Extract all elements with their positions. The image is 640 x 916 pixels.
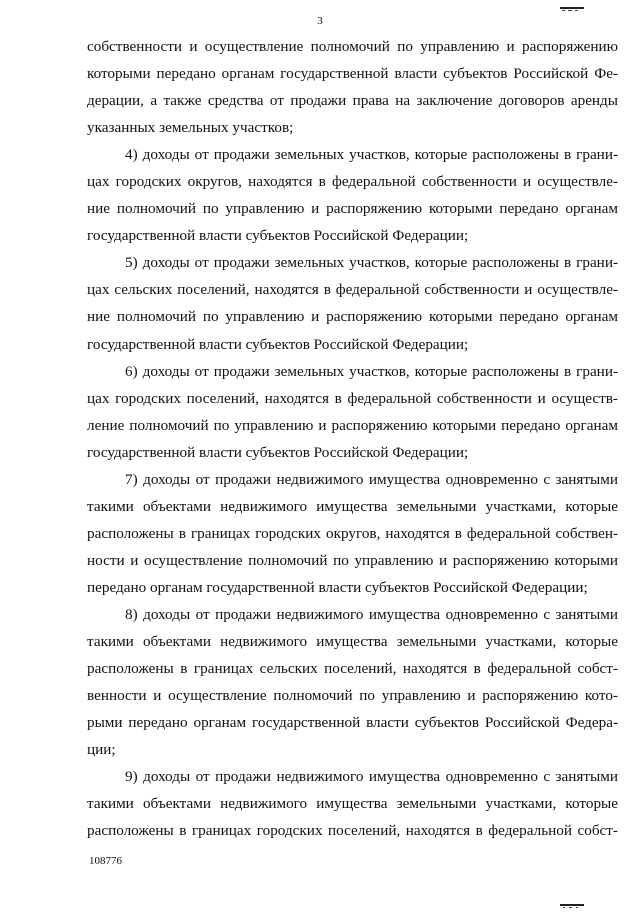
text-line: указанных земельных участков; [87,119,294,137]
paragraph-1 [87,33,618,141]
text-line: ности и осуществление полномочий по управлению и распоряжению которыми [87,551,618,569]
text-line: 8) доходы от продажи недвижимого имущества одновременно с занятыми [125,605,618,623]
text-line: цах городских поселений, находятся в федеральной собственности и осуществ- [87,389,618,407]
text-line: государственной власти субъектов Российской Федерации; [87,227,469,245]
text-line: которыми передано органам государственной власти субъектов Российской Фе- [87,65,618,83]
text-line: 9) доходы от продажи недвижимого имущества одновременно с занятыми [125,768,618,786]
text-line: передано органам государственной власти субъектов Российской Федерации; [87,578,588,596]
text-line: ние полномочий по управлению и распоряжению которыми передано органам [87,200,618,218]
scan-mark-bottom-icon [560,904,584,911]
text-line: цах сельских поселений, находятся в федеральной собственности и осуществле- [87,281,618,299]
text-line: 7) доходы от продажи недвижимого имущества одновременно с занятыми [125,470,618,488]
text-line: собственности и осуществление полномочий по управлению и распоряжению [87,38,618,55]
text-line: расположены в границах городских округов, находятся в федеральной собствен- [87,524,618,542]
text-line: 4) доходы от продажи земельных участков, которые расположены в грани- [125,146,618,164]
paragraph-5 [87,466,618,601]
text-line: ции; [87,741,116,759]
text-line: такими объектами недвижимого имущества земельными участками, которые [87,633,618,651]
text-line: рыми передано органам государственной власти субъектов Российской Федера- [87,714,618,732]
text-line: 5) доходы от продажи земельных участков, которые расположены в грани- [125,254,618,272]
scan-mark-top-icon [560,6,584,13]
text-line: такими объектами недвижимого имущества земельными участками, которые [87,795,618,813]
document-code: 108776 [89,855,122,867]
text-line: ние полномочий по управлению и распоряжению которыми передано органам [87,308,618,326]
text-line: расположены в границах сельских поселений, находятся в федеральной собст- [87,660,618,678]
paragraph-6 [87,601,618,763]
text-line: государственной власти субъектов Российской Федерации; [87,335,469,353]
document-body [87,33,618,844]
paragraph-7 [87,763,618,844]
paragraph-4 [87,358,618,466]
text-line: 6) доходы от продажи земельных участков, которые расположены в грани- [125,362,618,380]
paragraph-3 [87,249,618,357]
text-line: дерации, а также средства от продажи права на заключение договоров аренды [87,92,618,110]
text-line: государственной власти субъектов Российской Федерации; [87,443,469,461]
text-line: ление полномочий по управлению и распоряжению которыми передано органам [87,416,618,434]
text-line: расположены в границах городских поселений, находятся в федеральной собст- [87,822,618,840]
text-line: цах городских округов, находятся в федеральной собственности и осуществле- [87,173,618,191]
scan-mark-top [560,0,584,7]
paragraph-2 [87,141,618,249]
page-number: 3 [317,15,323,27]
text-line: венности и осуществление полномочий по управлению и распоряжению кото- [87,687,618,705]
text-line: такими объектами недвижимого имущества земельными участками, которые [87,497,618,515]
scan-mark-bottom [560,898,584,905]
